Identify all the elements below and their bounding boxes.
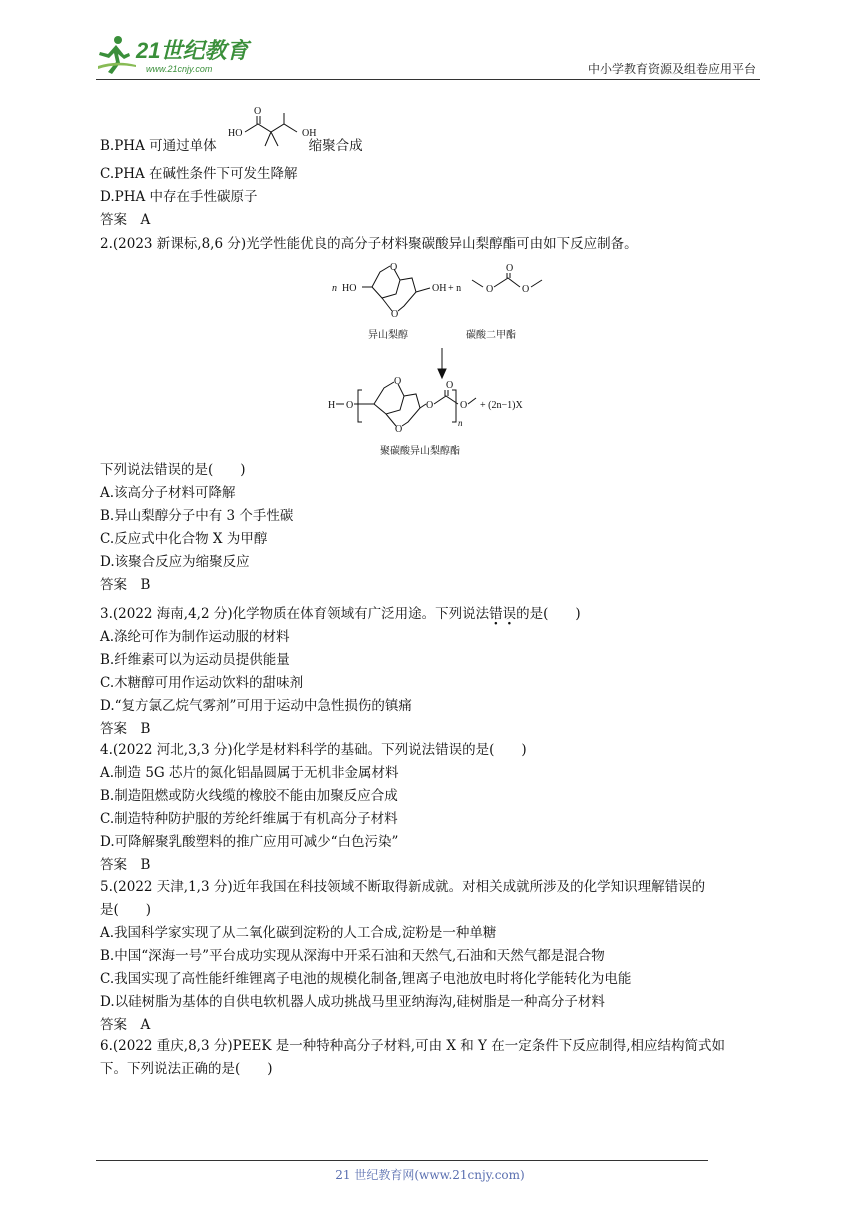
svg-text:n: n	[332, 283, 337, 294]
q2-option-b: B.异山梨醇分子中有 3 个手性碳	[100, 508, 294, 524]
q6-stem-line2: 下。下列说法正确的是( )	[100, 1061, 273, 1077]
logo	[96, 32, 266, 76]
q5-option-d: D.以硅树脂为基体的自供电软机器人成功挑战马里亚纳海沟,硅树脂是一种高分子材料	[100, 994, 605, 1010]
q5-option-a: A.我国科学家实现了从二氧化碳到淀粉的人工合成,淀粉是一种单糖	[100, 925, 497, 941]
q5-stem-line1: 5.(2022 天津,1,3 分)近年我国在科技领域不断取得新成就。对相关成就所涉及的化学知识理解错误的	[100, 879, 706, 895]
q2-reaction-scheme	[320, 256, 550, 462]
svg-text:O: O	[394, 376, 402, 387]
q4-option-c: C.制造特种防护服的芳纶纤维属于有机高分子材料	[100, 811, 398, 827]
q3-option-c: C.木糖醇可用作运动饮料的甜味剂	[100, 675, 304, 691]
q3-answer: 答案 B	[100, 721, 151, 737]
header-divider	[96, 79, 760, 80]
q2-option-d: D.该聚合反应为缩聚反应	[100, 554, 250, 570]
svg-text:n: n	[458, 418, 463, 428]
q3-option-b: B.纤维素可以为运动员提供能量	[100, 652, 290, 668]
svg-text:OH: OH	[302, 128, 317, 139]
q4-option-b: B.制造阻燃或防火线缆的橡胶不能由加聚反应合成	[100, 788, 398, 804]
svg-text:O: O	[395, 424, 403, 435]
q2-option-a: A.该高分子材料可降解	[100, 485, 236, 501]
q3-option-d: D.“复方氯乙烷气雾剂”可用于运动中急性损伤的镇痛	[100, 698, 412, 714]
q5-option-c: C.我国实现了高性能纤维锂离子电池的规模化制备,锂离子电池放电时将化学能转化为电能	[100, 971, 632, 987]
q5-stem-line2: 是( )	[100, 902, 152, 918]
q4-option-d: D.可降解聚乳酸塑料的推广应用可减少“白色污染”	[100, 834, 399, 850]
q2-stem: 2.(2023 新课标,8,6 分)光学性能优良的高分子材料聚碳酸异山梨醇酯可由如下反应制备。	[100, 236, 638, 252]
q2-question: 下列说法错误的是( )	[100, 462, 246, 478]
svg-text:O: O	[446, 380, 454, 391]
q2-option-c: C.反应式中化合物 X 为甲醇	[100, 531, 268, 547]
page-header	[96, 30, 760, 80]
q1-answer: 答案 A	[100, 212, 151, 228]
svg-text:聚碳酸异山梨醇酯: 聚碳酸异山梨醇酯	[380, 446, 460, 457]
q6-stem-line1: 6.(2022 重庆,8,3 分)PEEK 是一种特种高分子材料,可由 X 和 Y 在一定条件下反应制得,相应结构简式如	[100, 1038, 726, 1054]
svg-text:异山梨醇: 异山梨醇	[368, 330, 408, 341]
q5-option-b: B.中国“深海一号”平台成功实现从深海中开采石油和天然气,石油和天然气都是混合物	[100, 948, 605, 964]
q1-option-b: B.PHA 可通过单体 缩聚合成	[100, 138, 363, 154]
svg-text:HO: HO	[228, 128, 243, 139]
runner-icon	[98, 36, 136, 74]
svg-text:O: O	[390, 262, 398, 273]
footer-divider	[96, 1160, 708, 1161]
q3-option-a: A.涤纶可作为制作运动服的材料	[100, 629, 290, 645]
q2-answer: 答案 B	[100, 577, 151, 593]
q4-answer: 答案 B	[100, 857, 151, 873]
svg-text:+ (2n−1)X: + (2n−1)X	[480, 400, 523, 411]
svg-text:O: O	[426, 400, 434, 411]
q5-answer: 答案 A	[100, 1017, 151, 1033]
q1-option-d: D.PHA 中存在手性碳原子	[100, 189, 258, 205]
svg-text:O: O	[486, 284, 494, 295]
q3-stem: 3.(2022 海南,4,2 分)化学物质在体育领域有广泛用途。下列说法错误的是( )	[100, 606, 581, 622]
svg-text:O: O	[506, 263, 514, 274]
logo-text: 21世纪教育	[136, 38, 249, 63]
svg-text:+ n: + n	[448, 283, 462, 294]
footer-link[interactable]: 21 世纪教育网(www.21cnjy.com)	[335, 1168, 525, 1182]
svg-text:O: O	[522, 284, 530, 295]
q1-option-c: C.PHA 在碱性条件下可发生降解	[100, 166, 298, 182]
svg-text:O: O	[391, 309, 399, 320]
svg-text:碳酸二甲酯: 碳酸二甲酯	[466, 330, 516, 341]
svg-text:O: O	[460, 400, 468, 411]
q4-stem: 4.(2022 河北,3,3 分)化学是材料科学的基础。下列说法错误的是( )	[100, 742, 527, 758]
svg-text:O: O	[346, 400, 354, 411]
svg-text:HO: HO	[342, 283, 357, 294]
q1-monomer-structure	[228, 104, 320, 156]
q4-option-a: A.制造 5G 芯片的氮化铝晶圆属于无机非金属材料	[100, 765, 399, 781]
logo-url: www.21cnjy.com	[146, 64, 213, 74]
svg-text:H: H	[328, 400, 336, 411]
svg-text:O: O	[254, 106, 262, 117]
platform-name: 中小学教育资源及组卷应用平台	[587, 62, 756, 76]
svg-text:OH: OH	[432, 283, 447, 294]
